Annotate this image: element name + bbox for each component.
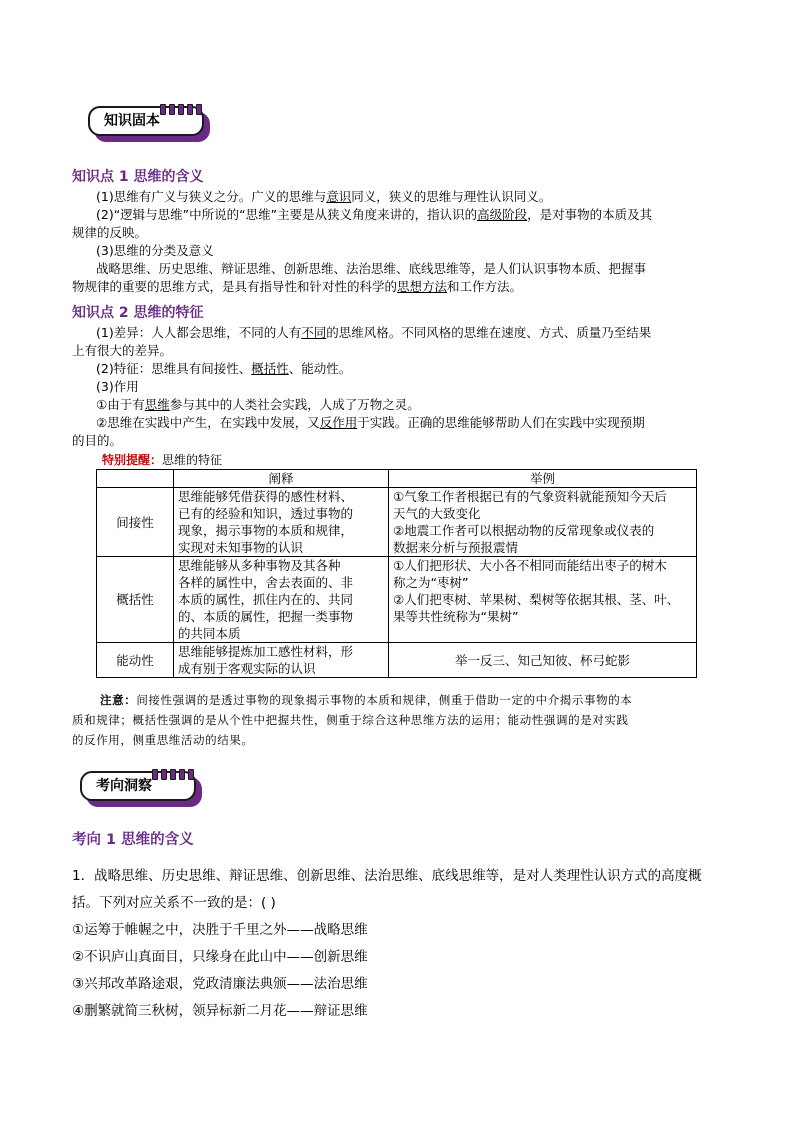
kp2-line3-underline: 概括性: [251, 361, 289, 376]
cell-line: 的共同本质: [178, 626, 241, 641]
kp2-line6: [96, 414, 645, 432]
kp1-line6-a: 物规律的重要的思维方式，是具有指导性和针对性的科学的: [72, 279, 398, 294]
section-badge-exam: [80, 771, 206, 811]
explain-cell: [174, 643, 389, 678]
question-line1: 1．战略思维、历史思维、辩证思维、创新思维、法治思维、底线思维等，是对人类理性认识方式的高度概: [72, 868, 702, 884]
kp1-line1-text: (1)思维有广义与狭义之分。广义的思维与意识同义，狭义的思维与理性认识同义。: [96, 189, 552, 204]
kp2-line1-underline: 不同: [301, 325, 327, 340]
note-line1: [100, 690, 632, 710]
cell-line: 天气的大致变化: [393, 506, 481, 521]
kp2-line6-a: ②思维在实践中产生，在实践中发展，又: [96, 415, 320, 430]
kp2-line5-underline: 思维: [144, 397, 170, 412]
cell-line: 思维能够凭借获得的感性材料、: [178, 489, 354, 504]
row-label: 概括性: [97, 557, 174, 643]
kp2-line6-b: 于实践。正确的思维能够帮助人们在实践中实现预期: [357, 415, 645, 430]
binder-rings-icon: [152, 765, 197, 775]
table-row: [97, 643, 697, 678]
kp1-line6-b: 和工作方法。: [447, 279, 523, 294]
kp1-line2-b: ，是对事物的本质及其: [527, 207, 653, 222]
cell-line: 的、本质的属性，把握一类事物: [178, 609, 354, 624]
cell-line: 现象，揭示事物的本质和规律，: [178, 523, 354, 538]
binder-rings-icon: [160, 100, 205, 110]
table-header-row: [97, 470, 697, 488]
note-text: 间接性强调的是透过事物的现象揭示事物的本质和规律，侧重于借助一定的中介揭示事物的本: [136, 693, 633, 707]
special-tip: [102, 451, 222, 469]
note-label: 注意：: [100, 693, 137, 707]
cell-line: 本质的属性，抓住内在的、共同: [178, 592, 354, 607]
kp1-line1-underline: 意识: [326, 189, 352, 204]
explain-cell: [174, 557, 389, 643]
kp1-line6-underline: 思想方法: [397, 279, 448, 294]
note-line2: 质和规律；概括性强调的是从个性中把握共性，侧重于综合这种思维方法的运用；能动性强调的是对实践: [72, 713, 629, 727]
cell-line: 称之为“枣树”: [393, 575, 469, 590]
cell-line: ②人们把枣树、苹果树、梨树等依据其根、茎、叶、: [393, 592, 680, 607]
kp2-line4: (3)作用: [96, 379, 139, 394]
kp2-title: 知识点 2 思维的特征: [72, 305, 204, 321]
kp2-line5-b: 参与其中的人类社会实践，人成了万物之灵。: [169, 397, 420, 412]
option-2: ②不识庐山真面目，只缘身在此山中——创新思维: [72, 949, 368, 965]
table-row: [97, 557, 697, 643]
cell-line: 各样的属性中，舍去表面的、非: [178, 575, 354, 590]
kp2-line2: 上有很大的差异。: [72, 343, 173, 358]
cell-line: ①人们把形状、大小各不相同而能结出枣子的树木: [393, 558, 667, 573]
table-header: 阐释: [174, 470, 389, 488]
kp1-line3: 规律的反映。: [72, 225, 148, 240]
example-cell: [389, 557, 697, 643]
cell-line: 思维能够从多种事物及其各种: [178, 558, 341, 573]
question-line2: 括。下列对应关系不一致的是：( ): [72, 895, 276, 911]
kp1-line2: [96, 206, 652, 224]
kp1-line5: 战略思维、历史思维、辩证思维、创新思维、法治思维、底线思维等，是人们认识事物本质、把握事: [96, 261, 647, 276]
kp2-line5: [96, 396, 420, 414]
special-tip-text: 思维的特征: [162, 453, 223, 467]
table-row: [97, 488, 697, 557]
kp2-line3-a: (2)特征：思维具有间接性、: [96, 361, 252, 376]
kp1-line1: [96, 188, 551, 206]
row-label: 间接性: [97, 488, 174, 557]
option-1: ①运筹于帷幄之中，决胜于千里之外——战略思维: [72, 922, 368, 938]
kp1-title: 知识点 1 思维的含义: [72, 169, 204, 185]
example-cell: 举一反三、知己知彼、杯弓蛇影: [389, 643, 697, 678]
cell-line: 思维能够提炼加工感性材料，形: [178, 644, 354, 659]
cell-line: 实现对未知事物的认识: [178, 540, 304, 555]
cell-line: 数据来分析与预报震情: [393, 540, 519, 555]
cell-line: 果等共性统称为“果树”: [393, 609, 519, 624]
example-cell: [389, 488, 697, 557]
badge-label: 知识固本: [88, 106, 204, 136]
kp2-line5-a: ①由于有: [96, 397, 145, 412]
cell-line: 已有的经验和知识，透过事物的: [178, 506, 354, 521]
option-4: ④删繁就简三秋树，领异标新二月花——辩证思维: [72, 1003, 368, 1019]
note-line3: 的反作用，侧重思维活动的结果。: [72, 733, 254, 747]
kp2-line1: [96, 324, 651, 342]
kp1-line2-underline: 高级阶段: [477, 207, 528, 222]
row-label: 能动性: [97, 643, 174, 678]
features-table: [96, 469, 697, 678]
section-badge-knowledge: [88, 106, 214, 146]
kp1-line4: (3)思维的分类及意义: [96, 243, 214, 258]
cell-line: ②地震工作者可以根据动物的反常现象或仪表的: [393, 523, 655, 538]
table-corner-cell: [97, 470, 174, 488]
cell-line: ①气象工作者根据已有的气象资料就能预知今天后: [393, 489, 667, 504]
kp2-line6-underline: 反作用: [319, 415, 358, 430]
kp1-line2-a: (2)“逻辑与思维”中所说的“思维”主要是从狭义角度来讲的，指认识的: [96, 207, 478, 222]
special-tip-label: 特别提醒：: [102, 453, 163, 467]
kp2-line3-b: 、能动性。: [288, 361, 352, 376]
cell-line: 成有别于客观实际的认识: [178, 661, 316, 676]
kp2-line7: 的目的。: [72, 433, 123, 448]
kp2-line1-b: 的思维风格。不同风格的思维在速度、方式、质量乃至结果: [326, 325, 652, 340]
kp1-line6: [72, 278, 522, 296]
badge-label: 考向洞察: [80, 771, 196, 801]
kp2-line3: [96, 360, 351, 378]
explain-cell: [174, 488, 389, 557]
option-3: ③兴邦改革路途艰，党政清廉法典颁——法治思维: [72, 976, 368, 992]
kp2-line1-a: (1)差异：人人都会思维，不同的人有: [96, 325, 302, 340]
table-header: 举例: [389, 470, 697, 488]
exam-title: 考向 1 思维的含义: [72, 832, 194, 848]
